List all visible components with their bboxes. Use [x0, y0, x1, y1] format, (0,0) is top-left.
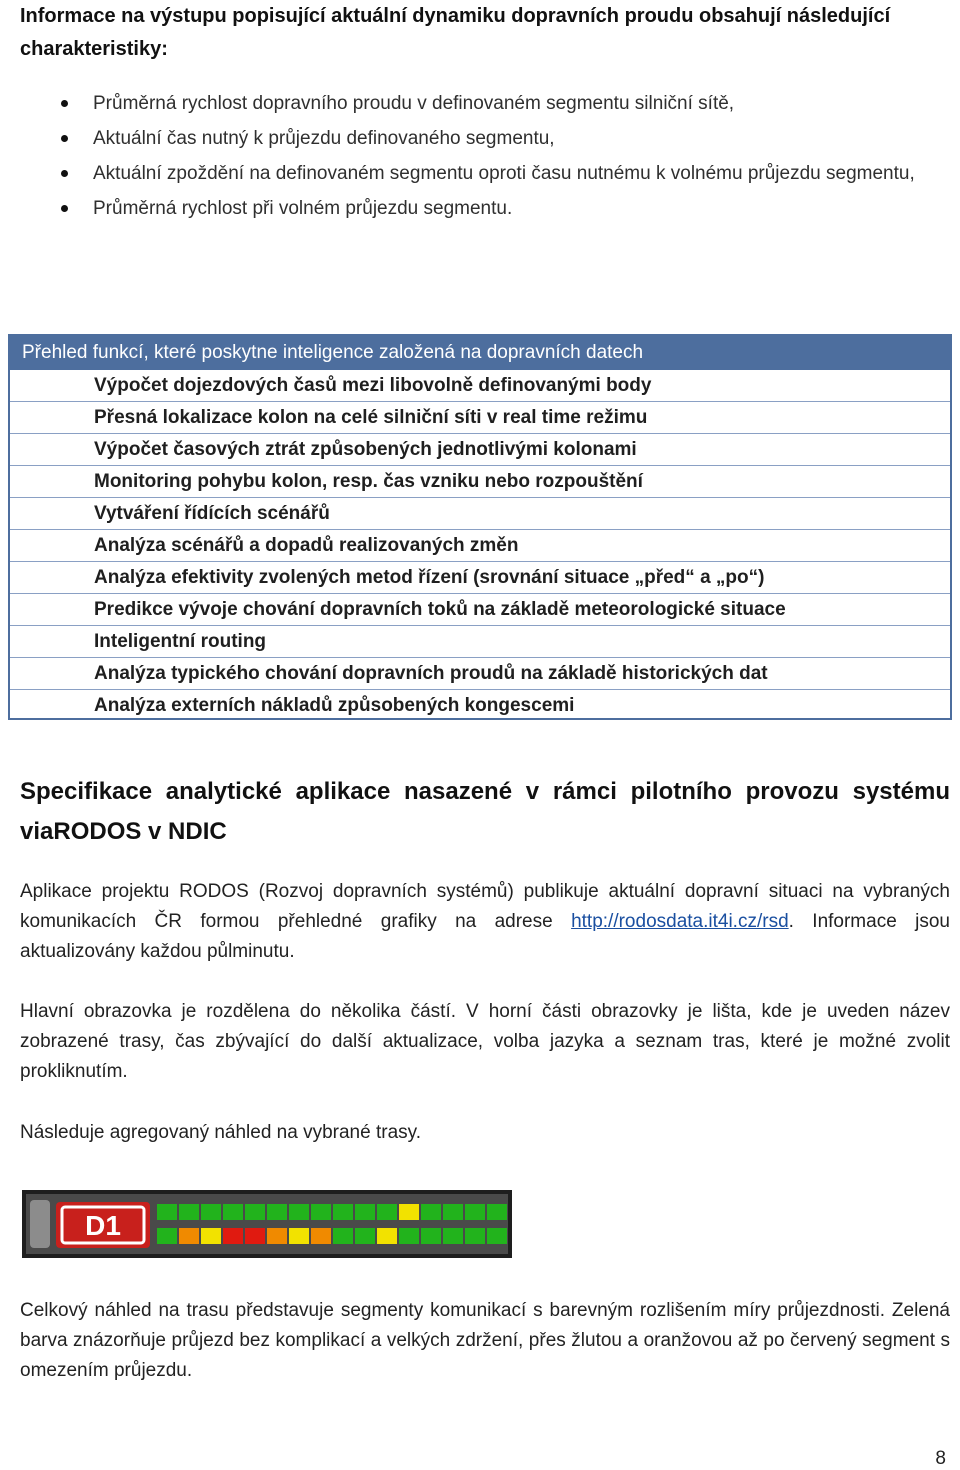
feature-row: Přesná lokalizace kolon na celé silniční síti v real time režimu	[10, 402, 950, 434]
route-segment	[267, 1204, 287, 1220]
paragraph-aggregated: Následuje agregovaný náhled na vybrané trasy.	[20, 1122, 422, 1143]
route-segment	[245, 1204, 265, 1220]
route-segment	[267, 1228, 287, 1244]
route-segment	[223, 1204, 243, 1220]
paragraph-intro: Aplikace projektu RODOS (Rozvoj dopravních systémů) publikuje aktuální dopravní situaci na vybraných komunikacích ČR formou přehledné grafiky na adrese http://rodosdata.it4i.cz/rsd. Informace jsou aktualizovány každou půlminutu.	[20, 881, 951, 962]
feature-row: Inteligentní routing	[10, 626, 950, 658]
route-segment	[333, 1204, 353, 1220]
characteristics-list	[20, 87, 950, 227]
route-segment	[487, 1204, 507, 1220]
bullet-icon	[61, 100, 68, 107]
route-segment	[333, 1228, 353, 1244]
route-segment	[311, 1228, 331, 1244]
route-segment	[465, 1204, 485, 1220]
bullet-icon	[61, 135, 68, 142]
route-bar-handle	[30, 1200, 50, 1248]
route-segment	[289, 1204, 309, 1220]
route-segment	[201, 1228, 221, 1244]
route-segment	[465, 1228, 485, 1244]
route-segment	[421, 1228, 441, 1244]
feature-row: Predikce vývoje chování dopravních toků na základě meteorologické situace	[10, 594, 950, 626]
route-segment	[157, 1204, 177, 1220]
feature-row: Analýza efektivity zvolených metod řízení (srovnání situace „před“ a „po“)	[10, 562, 950, 594]
features-table-header: Přehled funkcí, které poskytne inteligence založená na dopravních datech	[10, 336, 950, 370]
intro-heading: Informace na výstupu popisující aktuální dynamiku dopravních proudu obsahují následující charakteristiky:	[20, 5, 891, 60]
route-segment	[311, 1204, 331, 1220]
route-segment	[377, 1204, 397, 1220]
route-segment	[245, 1228, 265, 1244]
bullet-icon	[61, 205, 68, 212]
route-segment	[179, 1204, 199, 1220]
route-badge-label: D1	[85, 1210, 121, 1241]
route-segment	[201, 1204, 221, 1220]
feature-row: Výpočet dojezdových časů mezi libovolně definovanými body	[10, 370, 950, 402]
route-segment	[421, 1204, 441, 1220]
feature-row: Analýza externích nákladů způsobených kongescemi	[94, 695, 575, 716]
features-table	[8, 334, 952, 720]
route-segment	[355, 1228, 375, 1244]
feature-row: Analýza typického chování dopravních proudů na základě historických dat	[10, 658, 950, 690]
route-segment	[399, 1204, 419, 1220]
list-item: Průměrná rychlost při volném průjezdu segmentu.	[20, 192, 950, 225]
feature-row: Monitoring pohybu kolon, resp. čas vzniku nebo rozpouštění	[10, 466, 950, 498]
route-segment	[487, 1228, 507, 1244]
route-segment	[443, 1228, 463, 1244]
list-item: Průměrná rychlost dopravního proudu v definovaném segmentu silniční sítě,	[20, 87, 950, 120]
features-list	[10, 370, 950, 721]
route-segment	[443, 1204, 463, 1220]
section-title: Specifikace analytické aplikace nasazené v rámci pilotního provozu systému viaRODOS v NDIC	[20, 778, 950, 845]
feature-row: Vytváření řídících scénářů	[10, 498, 950, 530]
feature-row: Výpočet časových ztrát způsobených jednotlivými kolonami	[10, 434, 950, 466]
paragraph-main-screen: Hlavní obrazovka je rozdělena do několika částí. V horní části obrazovky je lišta, kde je uveden název zobrazené trasy, čas zbývající do další aktualizace, volba jazyka a seznam tras, které je možné zvolit prokliknutím.	[20, 1001, 950, 1082]
route-segment	[157, 1228, 177, 1244]
feature-row: Analýza scénářů a dopadů realizovaných změn	[10, 530, 950, 562]
route-segment	[223, 1228, 243, 1244]
route-segment	[289, 1228, 309, 1244]
route-preview-image	[22, 1190, 512, 1258]
list-item: Aktuální čas nutný k průjezdu definovaného segmentu,	[20, 122, 950, 155]
route-segment	[179, 1228, 199, 1244]
rodos-link[interactable]: http://rodosdata.it4i.cz/rsd	[571, 911, 789, 932]
paragraph-overview: Celkový náhled na trasu představuje segmenty komunikací s barevným rozlišením míry průjezdnosti. Zelená barva znázorňuje průjezd bez komplikací a velkých zdržení, přes žlutou a oranžovou až po červený segment s omezením průjezdu.	[20, 1300, 950, 1381]
route-segment	[377, 1228, 397, 1244]
bullet-icon	[61, 170, 68, 177]
route-segment	[399, 1228, 419, 1244]
route-segment	[355, 1204, 375, 1220]
page-number: 8	[935, 1448, 946, 1469]
list-item: Aktuální zpoždění na definovaném segmentu oproti času nutnému k volnému průjezdu segmentu,	[20, 157, 950, 190]
